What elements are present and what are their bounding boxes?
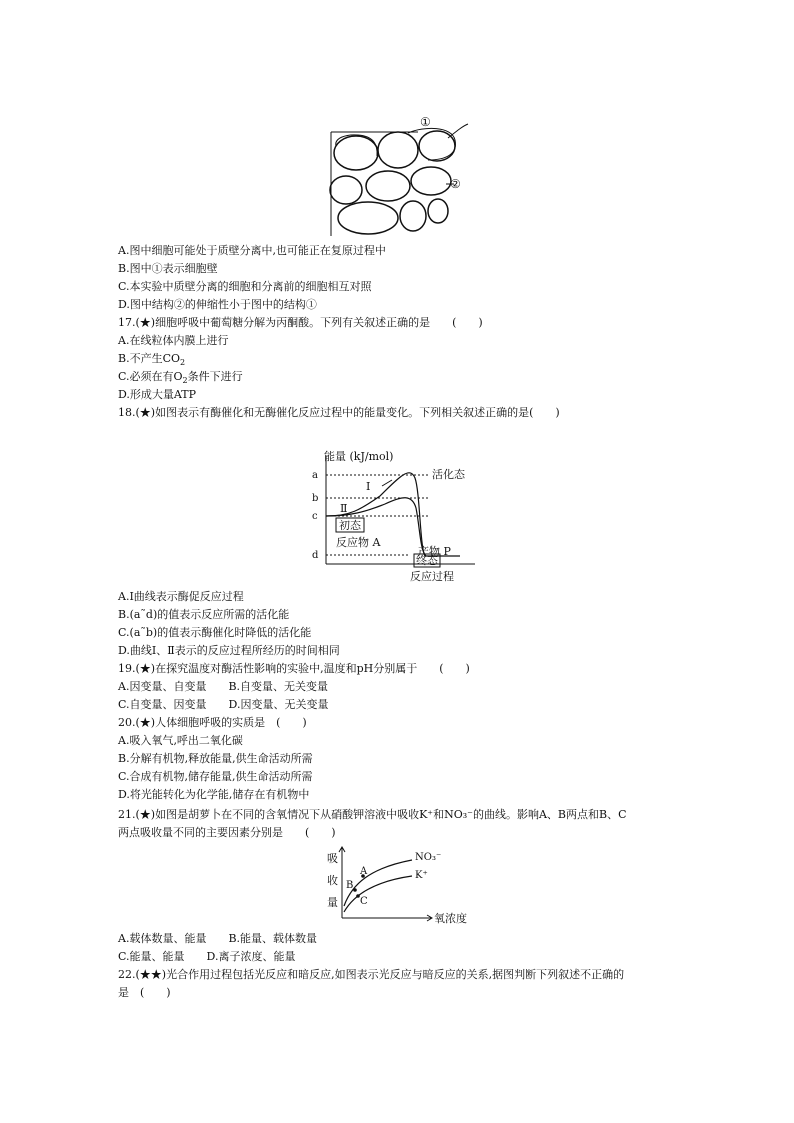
q22-stem-line2: 是 ( )	[118, 986, 171, 999]
series-k-label: K⁺	[415, 870, 428, 881]
uptake-figure	[322, 846, 492, 930]
q18-option-a: A.Ⅰ曲线表示酶促反应过程	[118, 590, 244, 603]
tick-c: c	[312, 511, 318, 522]
q16-option-c: C.本实验中质壁分离的细胞和分离前的细胞相互对照	[118, 280, 372, 293]
product-label: 产物 P	[418, 545, 451, 558]
q16-option-d: D.图中结构②的伸缩性小于图中的结构①	[118, 298, 317, 311]
q20-stem: 20.(★)人体细胞呼吸的实质是 ( )	[118, 716, 307, 729]
q20-option-c: C.合成有机物,储存能量,供生命活动所需	[118, 770, 313, 783]
q19-stem: 19.(★)在探究温度对酶活性影响的实验中,温度和pH分别属于 ( )	[118, 662, 470, 675]
cell-figure	[328, 108, 478, 240]
q22-stem-line1: 22.(★★)光合作用过程包括光反应和暗反应,如图表示光反应与暗反应的关系,据图判断下列叙述不正确的	[118, 968, 625, 981]
point-c-label: C	[360, 896, 368, 907]
q17-stem: 17.(★)细胞呼吸中葡萄糖分解为丙酮酸。下列有关叙述正确的是 ( )	[118, 316, 483, 329]
q18-option-d: D.曲线Ⅰ、Ⅱ表示的反应过程所经历的时间相同	[118, 644, 340, 657]
activated-label: 活化态	[432, 468, 465, 481]
q20-option-a: A.吸入氧气,呼出二氧化碳	[118, 734, 243, 747]
q16-option-b: B.图中①表示细胞壁	[118, 262, 218, 275]
q18-stem: 18.(★)如图表示有酶催化和无酶催化反应过程中的能量变化。下列相关叙述正确的是( )	[118, 406, 560, 419]
energy-figure	[310, 448, 490, 588]
curve-1-label: Ⅰ	[366, 480, 371, 493]
cell-label-1: ①	[420, 115, 431, 129]
q17-option-d: D.形成大量ATP	[118, 388, 197, 401]
series-no3-label: NO₃⁻	[415, 852, 442, 863]
q21-options-row2: C.能量、能量 D.离子浓度、能量	[118, 950, 296, 963]
uptake-y-label-3: 量	[327, 896, 338, 909]
tick-a: a	[312, 470, 318, 481]
uptake-x-label: 氧浓度	[434, 912, 467, 925]
q17-option-a: A.在线粒体内膜上进行	[118, 334, 229, 347]
point-a-label: A	[360, 866, 368, 877]
q21-stem-line1: 21.(★)如图是胡萝卜在不同的含氧情况下从硝酸钾溶液中吸收K⁺和NO₃⁻的曲线。影响A、B两点和B、C	[118, 808, 627, 821]
energy-x-label: 反应过程	[410, 570, 454, 583]
reactant-label: 反应物 A	[336, 536, 381, 549]
q21-stem-line2: 两点吸收量不同的主要因素分别是 ( )	[118, 826, 336, 839]
uptake-y-label-2: 收	[327, 874, 338, 887]
tick-b: b	[312, 493, 319, 504]
q18-option-c: C.(a˜b)的值表示酶催化时降低的活化能	[118, 626, 312, 639]
q21-options-row1: A.载体数量、能量 B.能量、载体数量	[118, 932, 318, 945]
q16-option-a: A.图中细胞可能处于质壁分离中,也可能正在复原过程中	[118, 244, 386, 257]
q17-option-b: B.不产生$CO_2$	[118, 352, 186, 368]
final-label: 终态	[416, 554, 438, 567]
q18-option-b: B.(a˜d)的值表示反应所需的活化能	[118, 608, 290, 621]
tick-d: d	[312, 550, 319, 561]
initial-label: 初态	[339, 519, 361, 532]
q19-options-row1: A.因变量、自变量 B.自变量、无关变量	[118, 680, 329, 693]
q19-options-row2: C.自变量、因变量 D.因变量、无关变量	[118, 698, 329, 711]
point-b-label: B	[346, 880, 354, 891]
uptake-y-label-1: 吸	[327, 852, 338, 865]
q17-option-c: C.必须在有$O_2$条件下进行	[118, 370, 243, 386]
q20-option-b: B.分解有机物,释放能量,供生命活动所需	[118, 752, 313, 765]
curve-2-label: Ⅱ	[340, 502, 348, 515]
energy-y-label: 能量 (kJ/mol)	[324, 450, 394, 463]
q20-option-d: D.将光能转化为化学能,储存在有机物中	[118, 788, 310, 801]
cell-label-2: ②	[450, 177, 461, 191]
